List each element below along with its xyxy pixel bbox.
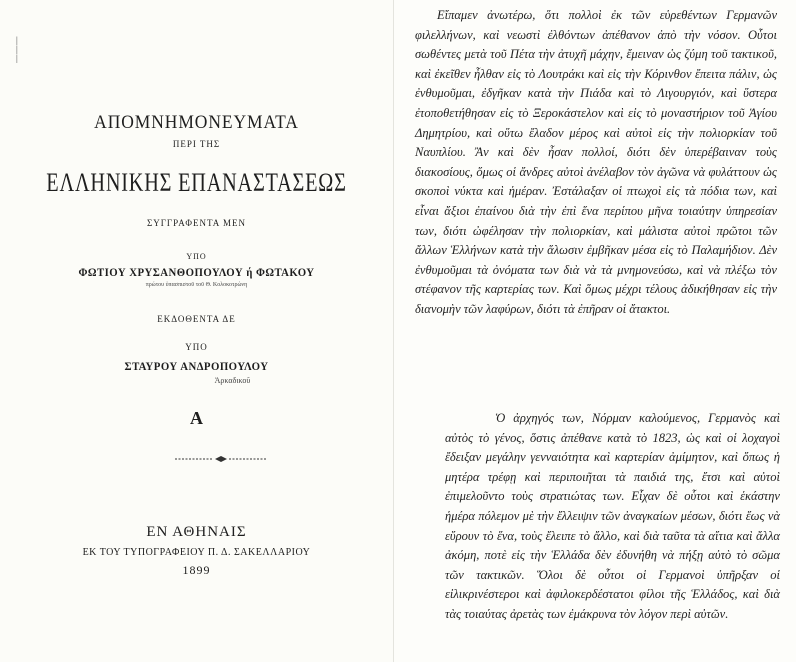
published-by-label: ΕΚΔΟΘΕΝΤΑ ΔΕ	[157, 314, 236, 324]
editor-name: ΣΤΑΥΡΟΥ ΑΝΔΡΟΠΟΥΛΟΥ	[124, 359, 269, 373]
author-name: ΦΩΤΙΟΥ ΧΡΥΣΑΝΘΟΠΟΥΛΟΥ ή ΦΩΤΑΚΟΥ	[78, 265, 315, 279]
editor-note: Ἀρκαδικοῦ	[214, 376, 251, 385]
printing-house: ΕΚ ΤΟΥ ΤΥΠΟΓΡΑΦΕΙΟΥ Π. Δ. ΣΑΚΕΛΛΑΡΙΟΥ	[82, 547, 311, 558]
author-note: πρώτου ὑπασπιστοῦ τοῦ Θ. Κολοκοτρώνη	[145, 282, 248, 288]
body-paragraph-1: Εἴπαμεν ἀνωτέρω, ὅτι πολλοὶ ἐκ τῶν εὑρεθέντων Γερμανῶν φιλελλήνων, καὶ νεωστὶ ἐλθόντων ἀπέθανον ἀπὸ τὴν νόσον. Οὗτοι σωθέντες μετὰ τοῦ Πέτα τὴν ἀτυχῆ μάχην, ἔμειναν ὡς ζύμη τοῦ τακτικοῦ, καὶ ἐκεῖθεν ἦλθαν εἰς τὸ Λουτράκι καὶ εἰς τὴν Κόρινθον ἔπειτα πάλιν, ὡς ἐνθυμοῦμαι, ἐδγῆκαν κατὰ τὴν Πιάδα καὶ τὸ Λιγουργιόν, καὶ ὕστερα ἐτοποθετήθησαν εἰς τὸ Ξεροκάστελον καὶ εἰς τὸ μοναστήριον τοῦ Ἁγίου Δημητρίου, καὶ οὕτω ἔλαδον μέρος καὶ αὐτοὶ εἰς τὴν πολιορκίαν τοῦ Ναυπλίου. Ἂν καὶ δὲν ἦσαν πολλοί, διότι δὲν ὑπερέβαιναν τοὺς διακοσίους, ὅμως οἱ ἄνδρες αὐτοὶ ἀνέλαβον τὸν ἀγῶνα νὰ φυλάττουν ὡς σκοποὶ νύκτα καὶ ἡμέραν. Ἐστάλαξαν οἱ πτωχοὶ εἰς τὰ πόδια των, καὶ εἶναι ἄξιοι ἐπαίνου διὰ τὴν ἐπὶ ἕνα περίπου μῆνα τοιαύτην ὑπηρεσίαν των, διότι ὠφέλησαν τὴν πολιορκίαν, καὶ μάλιστα αὐτοὶ πρῶτοι τῶν ἄλλων Ἑλλήνων κατὰ τὴν ἅλωσιν ἐμβῆκαν μέσα εἰς τὸ Παλαμήδιον. Δὲν ἐνθυμοῦμαι τὰ ὀνόματα των διὰ νὰ τὰ μνημονεύσω, καὶ νὰ πλέξω τὸν στέφανον τῆς καρτερίας των. Καὶ ὅμως μέχρι τέλους ἀδικήθησαν εἰς τὴν διανομὴν τῶν λαφύρων, διότι τὰ ἐπῆραν οἱ ἄτακτοι.	[415, 8, 777, 316]
volume-number: Α	[190, 408, 203, 428]
publication-city: ΕΝ ΑΘΗΝΑΙΣ	[146, 524, 247, 540]
binding-crop-mark: | | |	[16, 35, 18, 63]
book-title: ΑΠΟΜΝΗΜΟΝΕΥΜΑΤΑ	[94, 112, 299, 133]
title-connector-peri: ΠΕΡΙ ΤΗΣ	[172, 139, 221, 149]
by-label-editor: ΥΠΟ	[185, 342, 208, 352]
written-by-label: ΣΥΓΓΡΑΦΕΝΤΑ ΜΕΝ	[146, 218, 247, 228]
body-paragraph-2: Ὁ ἀρχηγός των, Νόρμαν καλούμενος, Γερμανὸς καὶ αὐτὸς τὸ γένος, ὅστις ἀπέθανε κατὰ τὸ 1823, ὡς καὶ οἱ λοχαγοὶ ἔδειξαν μεγάλην γενναιότητα καὶ καρτερίαν ἀμίμητον, καὶ ὅπως ἡ μητέρα τρέφῃ καὶ περιποιῆται τὰ παιδιά της, ἔτσι καὶ αὐτοὶ ἐπιμελοῦντο τοὺς στρατιώτας των. Εἶχαν δὲ οὗτοι καὶ ἑκάστην ἡμέρα πόλεμον μὲ τὴν ἔλλειψιν τῶν ἀναγκαίων μέσων, διότι ἕως νὰ εὕρουν τὸ ἕνα, τοὺς ἔλειπε τὸ ἄλλο, καὶ διὰ ταῦτα τὰ αἴτια καὶ ἄλλα ἀκόμη, ποτὲ εἰς τὴν Ἑλλάδα δὲν ἐδυνήθη νὰ πήξῃ αὐτὸ τὸ σῶμα τῶν τακτικῶν. Ὅλοι δὲ οὗτοι οἱ Γερμανοὶ ὑπῆρξαν οἱ εἰλικρινέστεροι καὶ ἀφιλοκερδέστατοι φίλοι τῆς Ἑλλάδος, καὶ διὰ τὰς τοιαύτας ἀρετὰς των ἐμάκρυνα τὸν λόγον περὶ αὐτῶν.	[445, 411, 780, 621]
book-main-title: ΕΛΛΗΝΙΚΗΣ ΕΠΑΝΑΣΤΑΣΕΩΣ	[46, 168, 347, 197]
publication-year: 1899	[182, 563, 211, 577]
ornament-divider-icon	[175, 455, 267, 463]
title-page	[0, 0, 394, 662]
by-label-author: ΥΠΟ	[186, 252, 207, 261]
